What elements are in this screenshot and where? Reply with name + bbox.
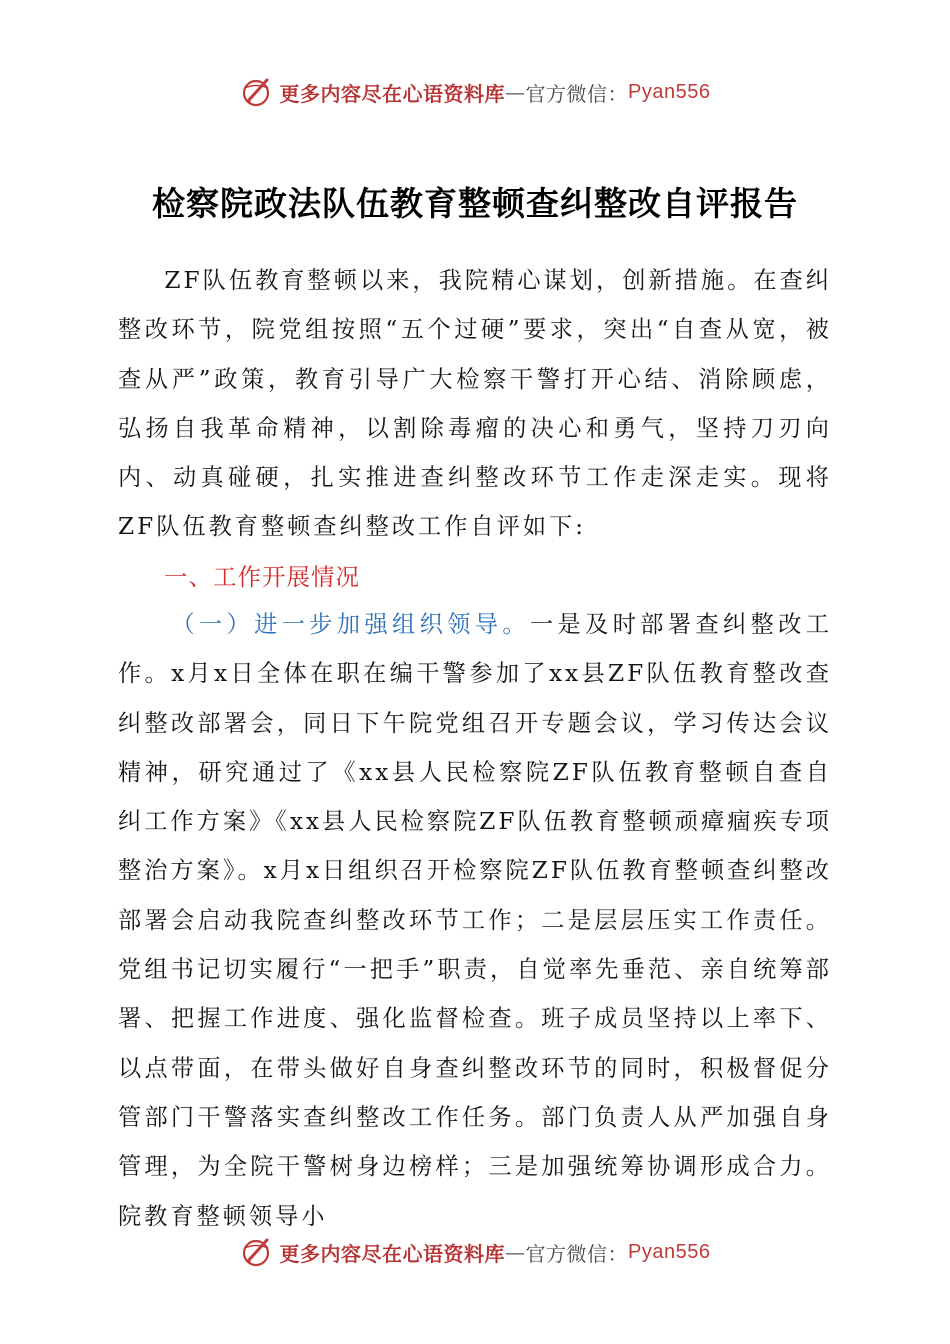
subsection-body-1: 一是及时部署查纠整改工作。x月x日全体在职在编干警参加了xx县ZF队伍教育整改查纠整改部署会，同日下午院党组召开专题会议，学习传达会议精神，研究通过了《xx县人民检察院ZF队伍教育整顿自查自纠工作方案》《xx县人民检察院ZF队伍教育整顿顽瘴痼疾专项整治方案》。x月x日组织召开检察院ZF队伍教育整顿查纠整改部署会启动我院查纠整改环节工作；二是层层压实工作责任。党组书记切实履行“一把手”职责，自觉率先垂范、亲自统筹部署、把握工作进度、强化监督检查。班子成员坚持以上率下、以点带面，在带头做好自身查纠整改环节的同时，积极督促分管部门干警落实查纠整改工作任务。部门负责人从严加强自身管理，为全院干警树身边榜样；三是加强统筹协调形成合力。院教育整顿领导小: [118, 611, 833, 1230]
document-title: 检察院政法队伍教育整顿查纠整改自评报告: [152, 184, 798, 223]
watermark-wechat-id: Pyan556: [628, 1240, 711, 1263]
watermark-banner-bottom: [0, 1232, 950, 1272]
watermark-wechat-id: Pyan556: [628, 80, 711, 103]
watermark-banner-top: [0, 72, 950, 112]
brush-pen-logo-icon: [240, 74, 276, 110]
subsection-paragraph-1: [118, 600, 832, 1241]
intro-paragraph: ZF队伍教育整顿以来，我院精心谋划，创新措施。在查纠整改环节，院党组按照“五个过硬”要求，突出“自查从宽，被查从严”政策，教育引导广大检察干警打开心结、消除顾虑，弘扬自我革命精神，以割除毒瘤的决心和勇气，坚持刀刃向内、动真碰硬，扎实推进查纠整改环节工作走深走实。现将ZF队伍教育整顿查纠整改工作自评如下:: [118, 267, 832, 541]
section-heading-1: 一、工作开展情况: [164, 563, 360, 591]
watermark-brand-text: 更多内容尽在心语资料库: [279, 81, 506, 106]
watermark-wechat-label: 官方微信：: [525, 1243, 629, 1266]
watermark-separator: —: [505, 1240, 526, 1264]
brush-pen-logo-icon: [240, 1234, 276, 1270]
watermark-brand-text: 更多内容尽在心语资料库: [279, 1241, 506, 1266]
subsection-heading-1: （一）进一步加强组织领导。: [171, 611, 530, 638]
watermark-wechat-label: 官方微信：: [525, 83, 629, 106]
watermark-separator: —: [505, 80, 526, 104]
